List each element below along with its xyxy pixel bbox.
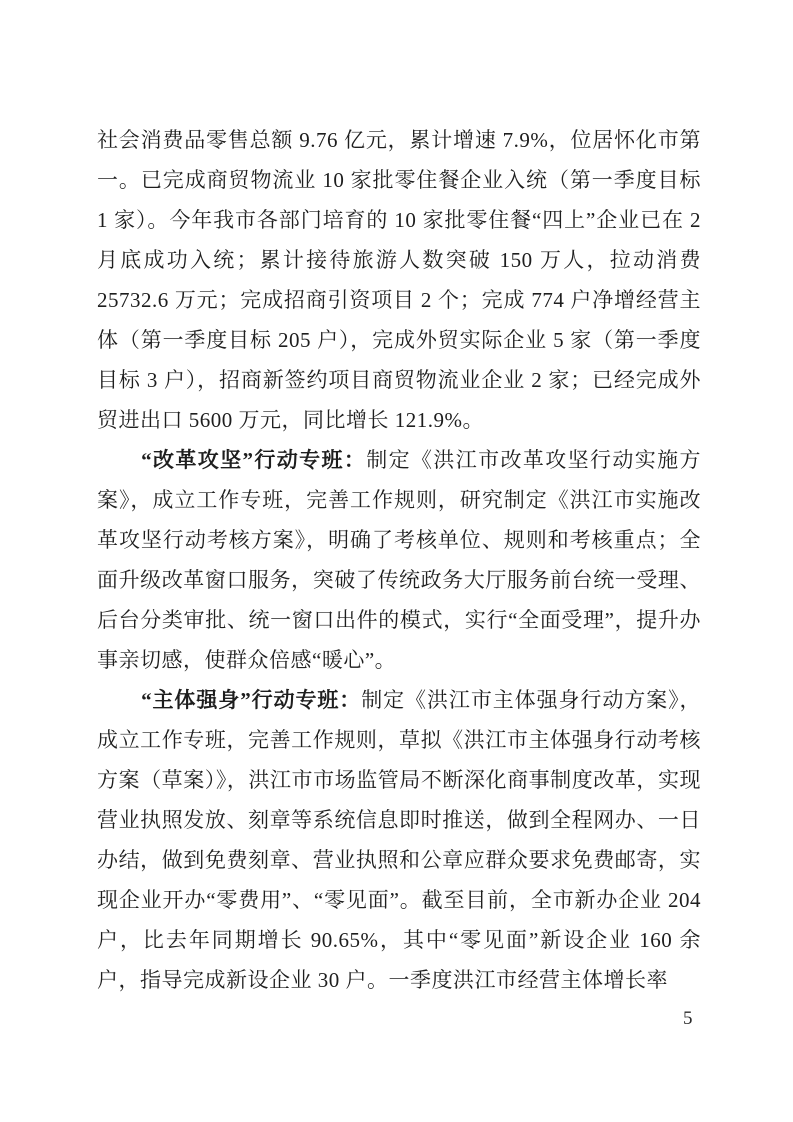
page-number: 5	[683, 1008, 693, 1029]
paragraph-reform-taskforce	[97, 440, 701, 680]
paragraph-lead-bold: “主体强身”行动专班：	[141, 688, 362, 712]
paragraph-lead-bold: “改革攻坚”行动专班：	[141, 448, 367, 472]
paragraph-entity-strengthening-taskforce	[97, 680, 701, 1000]
paragraph-text: 社会消费品零售总额 9.76 亿元，累计增速 7.9%，位居怀化市第一。已完成商贸物流业 10 家批零住餐企业入统（第一季度目标 1 家）。今年我市各部门培育的 10 家批零住餐“四上”企业已在 2 月底成功入统；累计接待旅游人数突破 150 万人，拉动消费 25732.6 万元；完成招商引资项目 2 个；完成 774 户净增经营主体（第一季度目标 205 户），完成外贸实际企业 5 家（第一季度目标 3 户），招商新签约项目商贸物流业企业 2 家；已经完成外贸进出口 5600 万元，同比增长 121.9%。	[97, 128, 701, 432]
document-body	[97, 120, 701, 1000]
paragraph-continuation	[97, 120, 701, 440]
paragraph-text: 制定《洪江市主体强身行动方案》，成立工作专班，完善工作规则，草拟《洪江市主体强身行动考核方案（草案）》，洪江市市场监管局不断深化商事制度改革，实现营业执照发放、刻章等系统信息即时推送，做到全程网办、一日办结，做到免费刻章、营业执照和公章应群众要求免费邮寄，实现企业开办“零费用”、“零见面”。截至目前，全市新办企业 204 户，比去年同期增长 90.65%，其中“零见面”新设企业 160 余户，指导完成新设企业 30 户。一季度洪江市经营主体增长率	[97, 688, 702, 992]
paragraph-text: 制定《洪江市改革攻坚行动实施方案》，成立工作专班，完善工作规则，研究制定《洪江市实施改革攻坚行动考核方案》，明确了考核单位、规则和考核重点；全面升级改革窗口服务，突破了传统政务大厅服务前台统一受理、后台分类审批、统一窗口出件的模式，实行“全面受理”，提升办事亲切感，使群众倍感“暖心”。	[97, 448, 702, 672]
